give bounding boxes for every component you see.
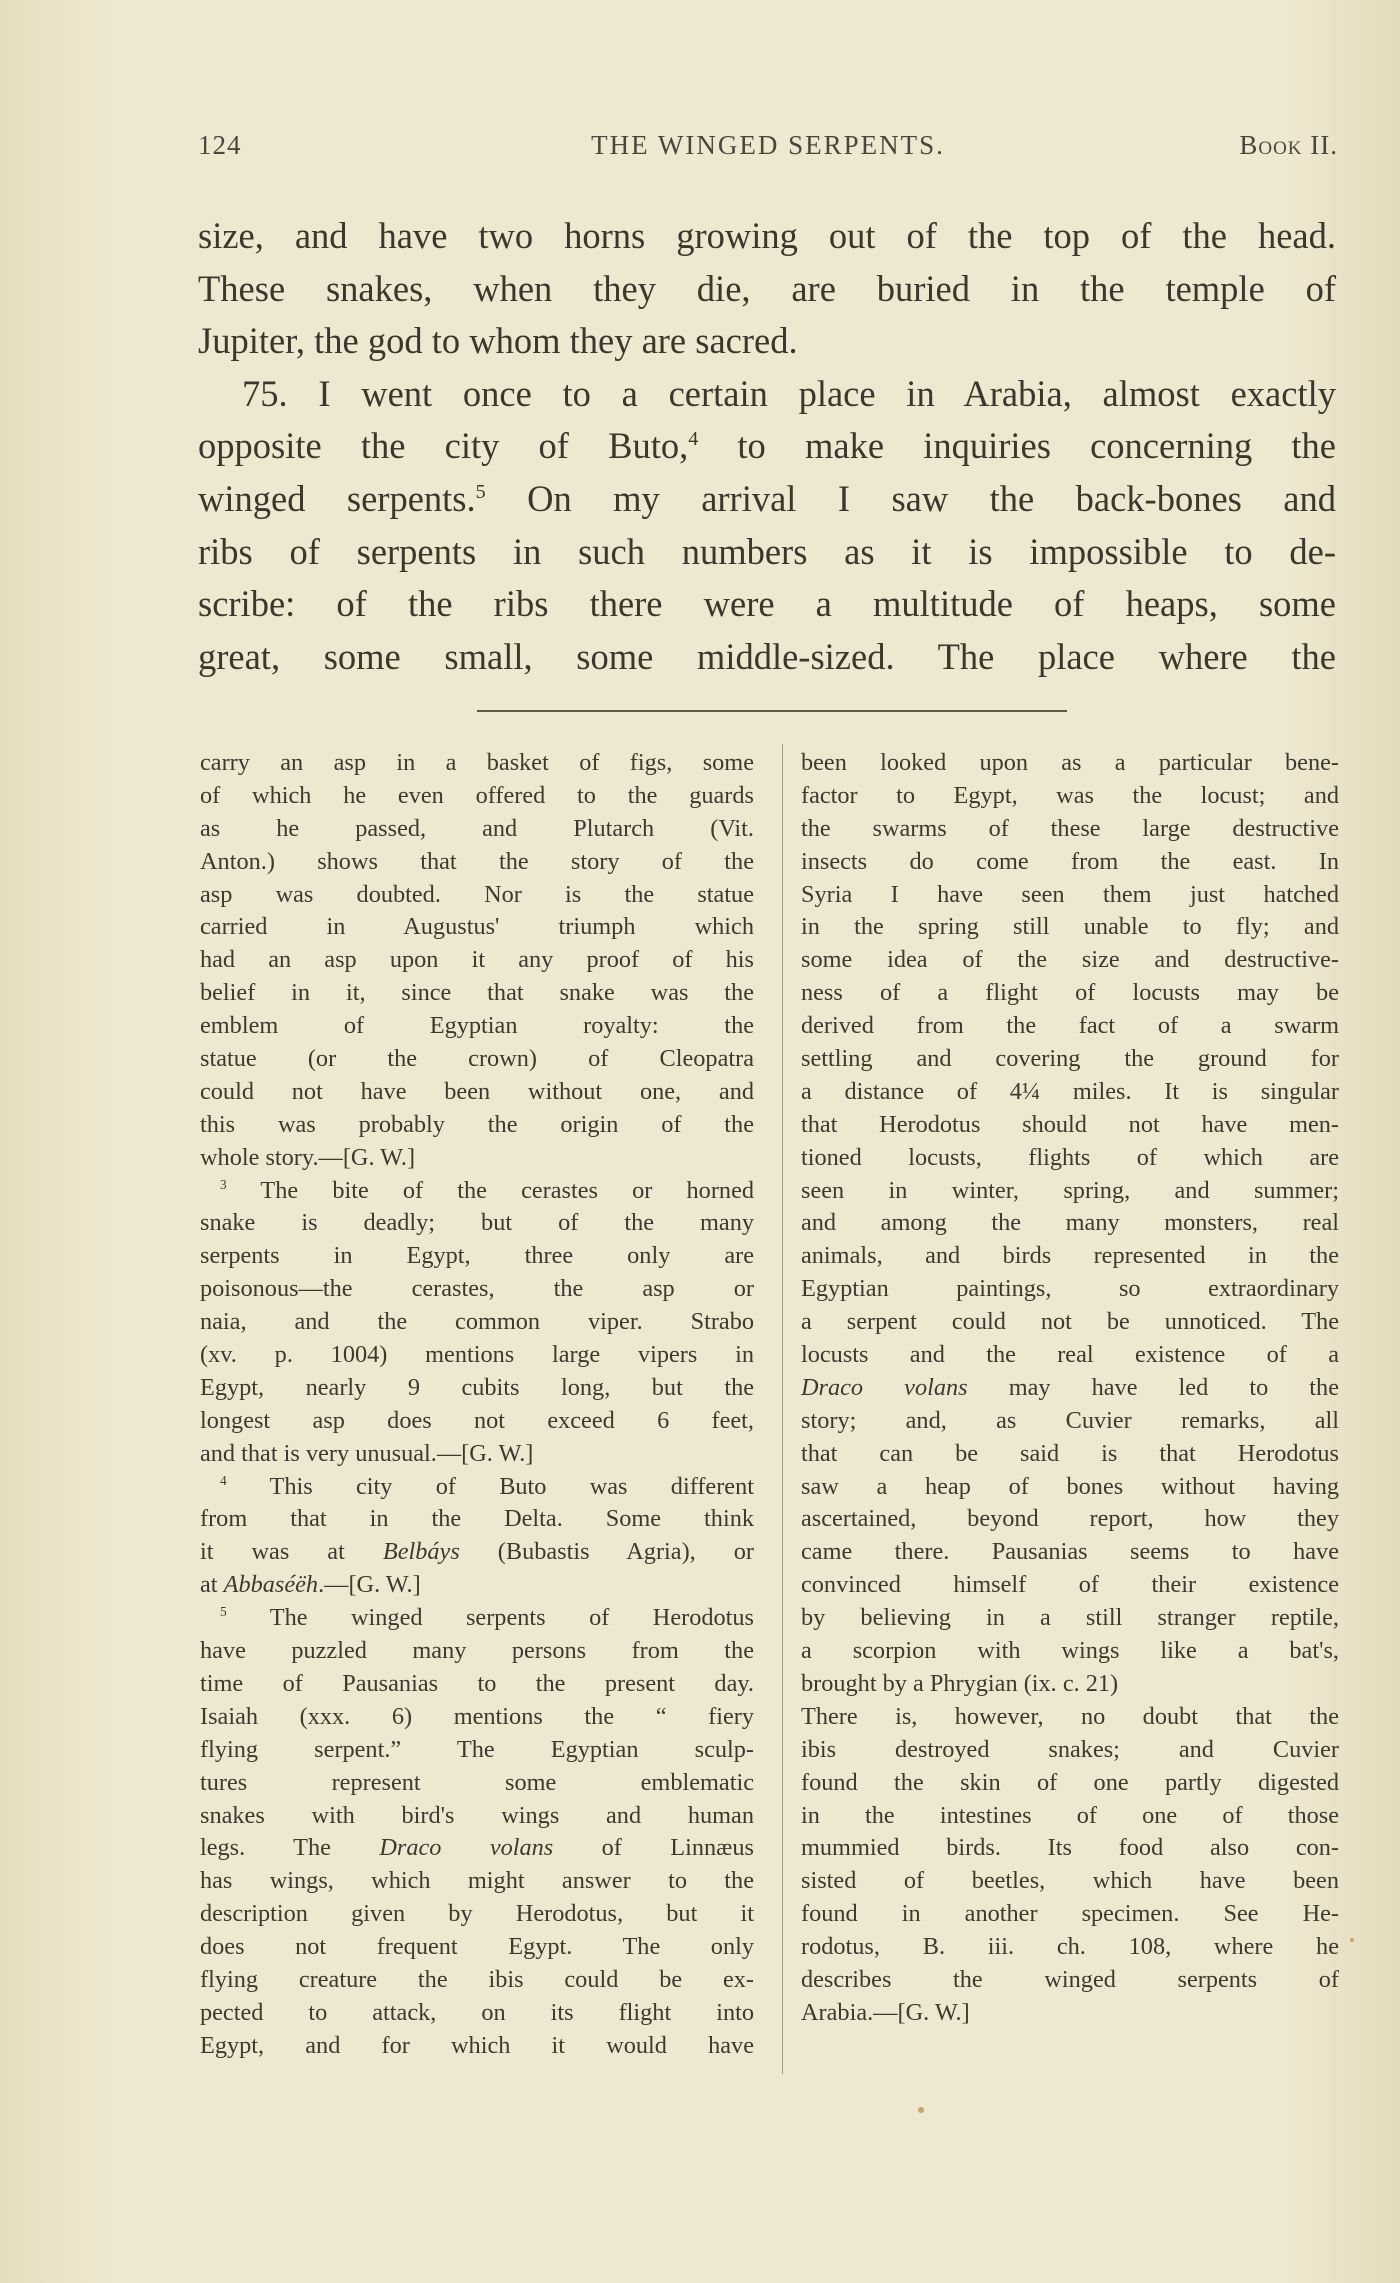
footnote-line: Egypt, and for which it would have	[200, 2031, 754, 2059]
footnote-line: belief in it, since that snake was the	[200, 979, 754, 1007]
text-run: This city of Buto was different	[226, 1472, 754, 1500]
footnote-line: by believing in a still stranger reptile,	[801, 1604, 1339, 1632]
footnote-line: and that is very unusual.—[G. W.]	[200, 1439, 534, 1467]
species-name: Draco volans	[379, 1834, 554, 1862]
footnote-line: of which he even offered to the guards	[200, 781, 754, 809]
paper-speck	[918, 2107, 924, 2113]
footnote-line: carried in Augustus' triumph which	[200, 913, 754, 941]
footnote-5-start	[200, 1602, 754, 1635]
main-text-line: great, some small, some middle-sized. The place where the	[198, 635, 1336, 677]
footnote-line: poisonous—the cerastes, the asp or	[200, 1275, 754, 1303]
text-run: The bite of the cerastes or horned	[226, 1176, 754, 1204]
footnote-rule	[477, 710, 1067, 712]
footnote-line: rodotus, B. iii. ch. 108, where he	[801, 1933, 1339, 1961]
footnote-line: description given by Herodotus, but it	[200, 1900, 754, 1928]
footnote-line: Arabia.—[G. W.]	[801, 1998, 970, 2026]
footnote-line: snake is deadly; but of the many	[200, 1209, 754, 1237]
footnote-line: ness of a flight of locusts may be	[801, 979, 1339, 1007]
footnote-line: longest asp does not exceed 6 feet,	[200, 1406, 754, 1434]
footnote-line: asp was doubted. Nor is the statue	[200, 880, 754, 908]
species-name: Draco volans	[801, 1373, 968, 1401]
footnote-line: came there. Pausanias seems to have	[801, 1538, 1339, 1566]
footnote-line: (xv. p. 1004) mentions large vipers in	[200, 1341, 754, 1369]
footnote-line: in the spring still unable to fly; and	[801, 913, 1339, 941]
book-label: Book II.	[1239, 130, 1338, 160]
footnote-line: emblem of Egyptian royalty: the	[200, 1012, 754, 1040]
footnote-ref-4: 4	[688, 428, 699, 451]
footnote-line: pected to attack, on its flight into	[200, 1998, 754, 2026]
place-name: Abbaséëh	[223, 1571, 319, 1599]
text-run: to make inquiries concerning the	[698, 425, 1337, 467]
main-text-line: These snakes, when they die, are buried in the temple of	[198, 267, 1336, 309]
footnote-line: insects do come from the east. In	[801, 847, 1339, 875]
place-name: Belbáys	[382, 1538, 460, 1566]
footnote-line: locusts and the real existence of a	[801, 1341, 1339, 1369]
main-text-line: scribe: of the ribs there were a multitude of heaps, some	[198, 583, 1336, 625]
footnote-line: Egyptian paintings, so extraordinary	[801, 1275, 1339, 1303]
text-run: .—[G. W.]	[318, 1571, 421, 1599]
footnote-line: ibis destroyed snakes; and Cuvier	[801, 1735, 1339, 1763]
page-number: 124	[198, 130, 242, 160]
footnote-line: derived from the fact of a swarm	[801, 1012, 1339, 1040]
footnote-number: 5	[220, 1604, 227, 1620]
footnote-line: settling and covering the ground for	[801, 1045, 1339, 1073]
footnote-line: convinced himself of their existence	[801, 1571, 1339, 1599]
text-run: legs. The	[200, 1834, 380, 1862]
footnote-line	[200, 1536, 754, 1569]
footnote-line: Anton.) shows that the story of the	[200, 847, 754, 875]
main-text-line	[198, 473, 1336, 526]
footnote-line: whole story.—[G. W.]	[200, 1143, 416, 1171]
footnote-line: Egypt, nearly 9 cubits long, but the	[200, 1373, 754, 1401]
footnote-line: some idea of the size and destructive-	[801, 946, 1339, 974]
footnote-line: flying creature the ibis could be ex-	[200, 1965, 754, 1993]
running-title: THE WINGED SERPENTS.	[591, 130, 945, 160]
footnote-line	[801, 1372, 1339, 1405]
main-text-line: size, and have two horns growing out of the top of the head.	[198, 215, 1336, 256]
footnote-line: been looked upon as a particular bene-	[801, 749, 1339, 776]
footnote-line: time of Pausanias to the present day.	[200, 1669, 754, 1697]
footnote-line: as he passed, and Plutarch (Vit.	[200, 814, 754, 842]
text-run: The winged serpents of Herodotus	[226, 1604, 754, 1632]
footnote-line: this was probably the origin of the	[200, 1110, 754, 1138]
text-run: may have led to the	[967, 1373, 1339, 1401]
footnote-line: flying serpent.” The Egyptian sculp-	[200, 1735, 754, 1763]
footnote-line: animals, and birds represented in the	[801, 1242, 1339, 1270]
footnotes-left-column	[200, 747, 754, 2063]
paper-speck	[1350, 1938, 1354, 1942]
footnote-line: that can be said is that Herodotus	[801, 1439, 1339, 1467]
footnote-line: snakes with bird's wings and human	[200, 1801, 754, 1829]
footnote-line: a scorpion with wings like a bat's,	[801, 1637, 1339, 1665]
footnote-line: mummied birds. Its food also con-	[801, 1834, 1339, 1862]
text-run: at	[200, 1571, 224, 1599]
footnote-line	[200, 1569, 754, 1602]
footnote-line: story; and, as Cuvier remarks, all	[801, 1406, 1339, 1434]
footnote-number: 3	[220, 1176, 227, 1192]
footnote-line: the swarms of these large destructive	[801, 814, 1339, 842]
footnote-line: carry an asp in a basket of figs, some	[200, 749, 754, 776]
text-run: On my arrival I saw the back-bones and	[485, 477, 1336, 519]
column-divider	[782, 744, 783, 2074]
footnote-line: a distance of 4¼ miles. It is singular	[801, 1077, 1339, 1105]
footnote-line: describes the winged serpents of	[801, 1965, 1339, 1993]
footnote-line: Isaiah (xxx. 6) mentions the “ fiery	[200, 1702, 754, 1730]
footnote-line: in the intestines of one of those	[801, 1801, 1339, 1829]
footnote-line: There is, however, no doubt that the	[801, 1702, 1339, 1730]
main-text-line: Jupiter, the god to whom they are sacred.	[198, 320, 798, 362]
footnote-line: seen in winter, spring, and summer;	[801, 1176, 1339, 1204]
footnote-line: that Herodotus should not have men-	[801, 1110, 1339, 1138]
footnote-3-start	[200, 1175, 754, 1208]
footnote-line: factor to Egypt, was the locust; and	[801, 781, 1339, 809]
text-run: opposite the city of Buto,	[198, 425, 689, 467]
footnote-line: brought by a Phrygian (ix. c. 21)	[801, 1669, 1119, 1697]
chapter-75-start: 75. I went once to a certain place in Arabia, almost exactly	[242, 372, 1336, 414]
footnote-line: has wings, which might answer to the	[200, 1867, 754, 1895]
main-text-line	[198, 420, 1336, 473]
footnote-line: from that in the Delta. Some think	[200, 1505, 754, 1533]
footnote-4-start	[200, 1471, 754, 1504]
footnote-line: sisted of beetles, which have been	[801, 1867, 1339, 1895]
footnote-line: found in another specimen. See He-	[801, 1900, 1339, 1928]
text-run: it was at	[200, 1538, 383, 1566]
footnote-line: found the skin of one partly digested	[801, 1768, 1339, 1796]
footnote-line: a serpent could not be unnoticed. The	[801, 1308, 1339, 1336]
footnote-line: statue (or the crown) of Cleopatra	[200, 1045, 754, 1073]
text-run: of Linnæus	[553, 1834, 754, 1862]
footnote-line: and among the many monsters, real	[801, 1209, 1339, 1237]
footnote-line: ascertained, beyond report, how they	[801, 1505, 1339, 1533]
main-text	[198, 210, 1336, 683]
footnote-line: tures represent some emblematic	[200, 1768, 754, 1796]
footnote-ref-5: 5	[475, 480, 486, 503]
footnotes-right-column	[801, 747, 1339, 2030]
footnote-line: tioned locusts, flights of which are	[801, 1143, 1339, 1171]
main-text-line: ribs of serpents in such numbers as it is impossible to de-	[198, 530, 1336, 572]
footnote-number: 4	[220, 1472, 227, 1488]
footnote-line: Syria I have seen them just hatched	[801, 880, 1339, 908]
footnote-line: saw a heap of bones without having	[801, 1472, 1339, 1500]
footnote-line: serpents in Egypt, three only are	[200, 1242, 754, 1270]
footnote-line: does not frequent Egypt. The only	[200, 1933, 754, 1961]
footnote-line: had an asp upon it any proof of his	[200, 946, 754, 974]
footnote-line: could not have been without one, and	[200, 1077, 754, 1105]
footnote-line	[200, 1832, 754, 1865]
footnote-line: have puzzled many persons from the	[200, 1637, 754, 1665]
running-head	[198, 130, 1338, 170]
text-run: (Bubastis Agria), or	[459, 1538, 754, 1566]
footnote-line: naia, and the common viper. Strabo	[200, 1308, 754, 1336]
text-run: winged serpents.	[198, 477, 476, 519]
